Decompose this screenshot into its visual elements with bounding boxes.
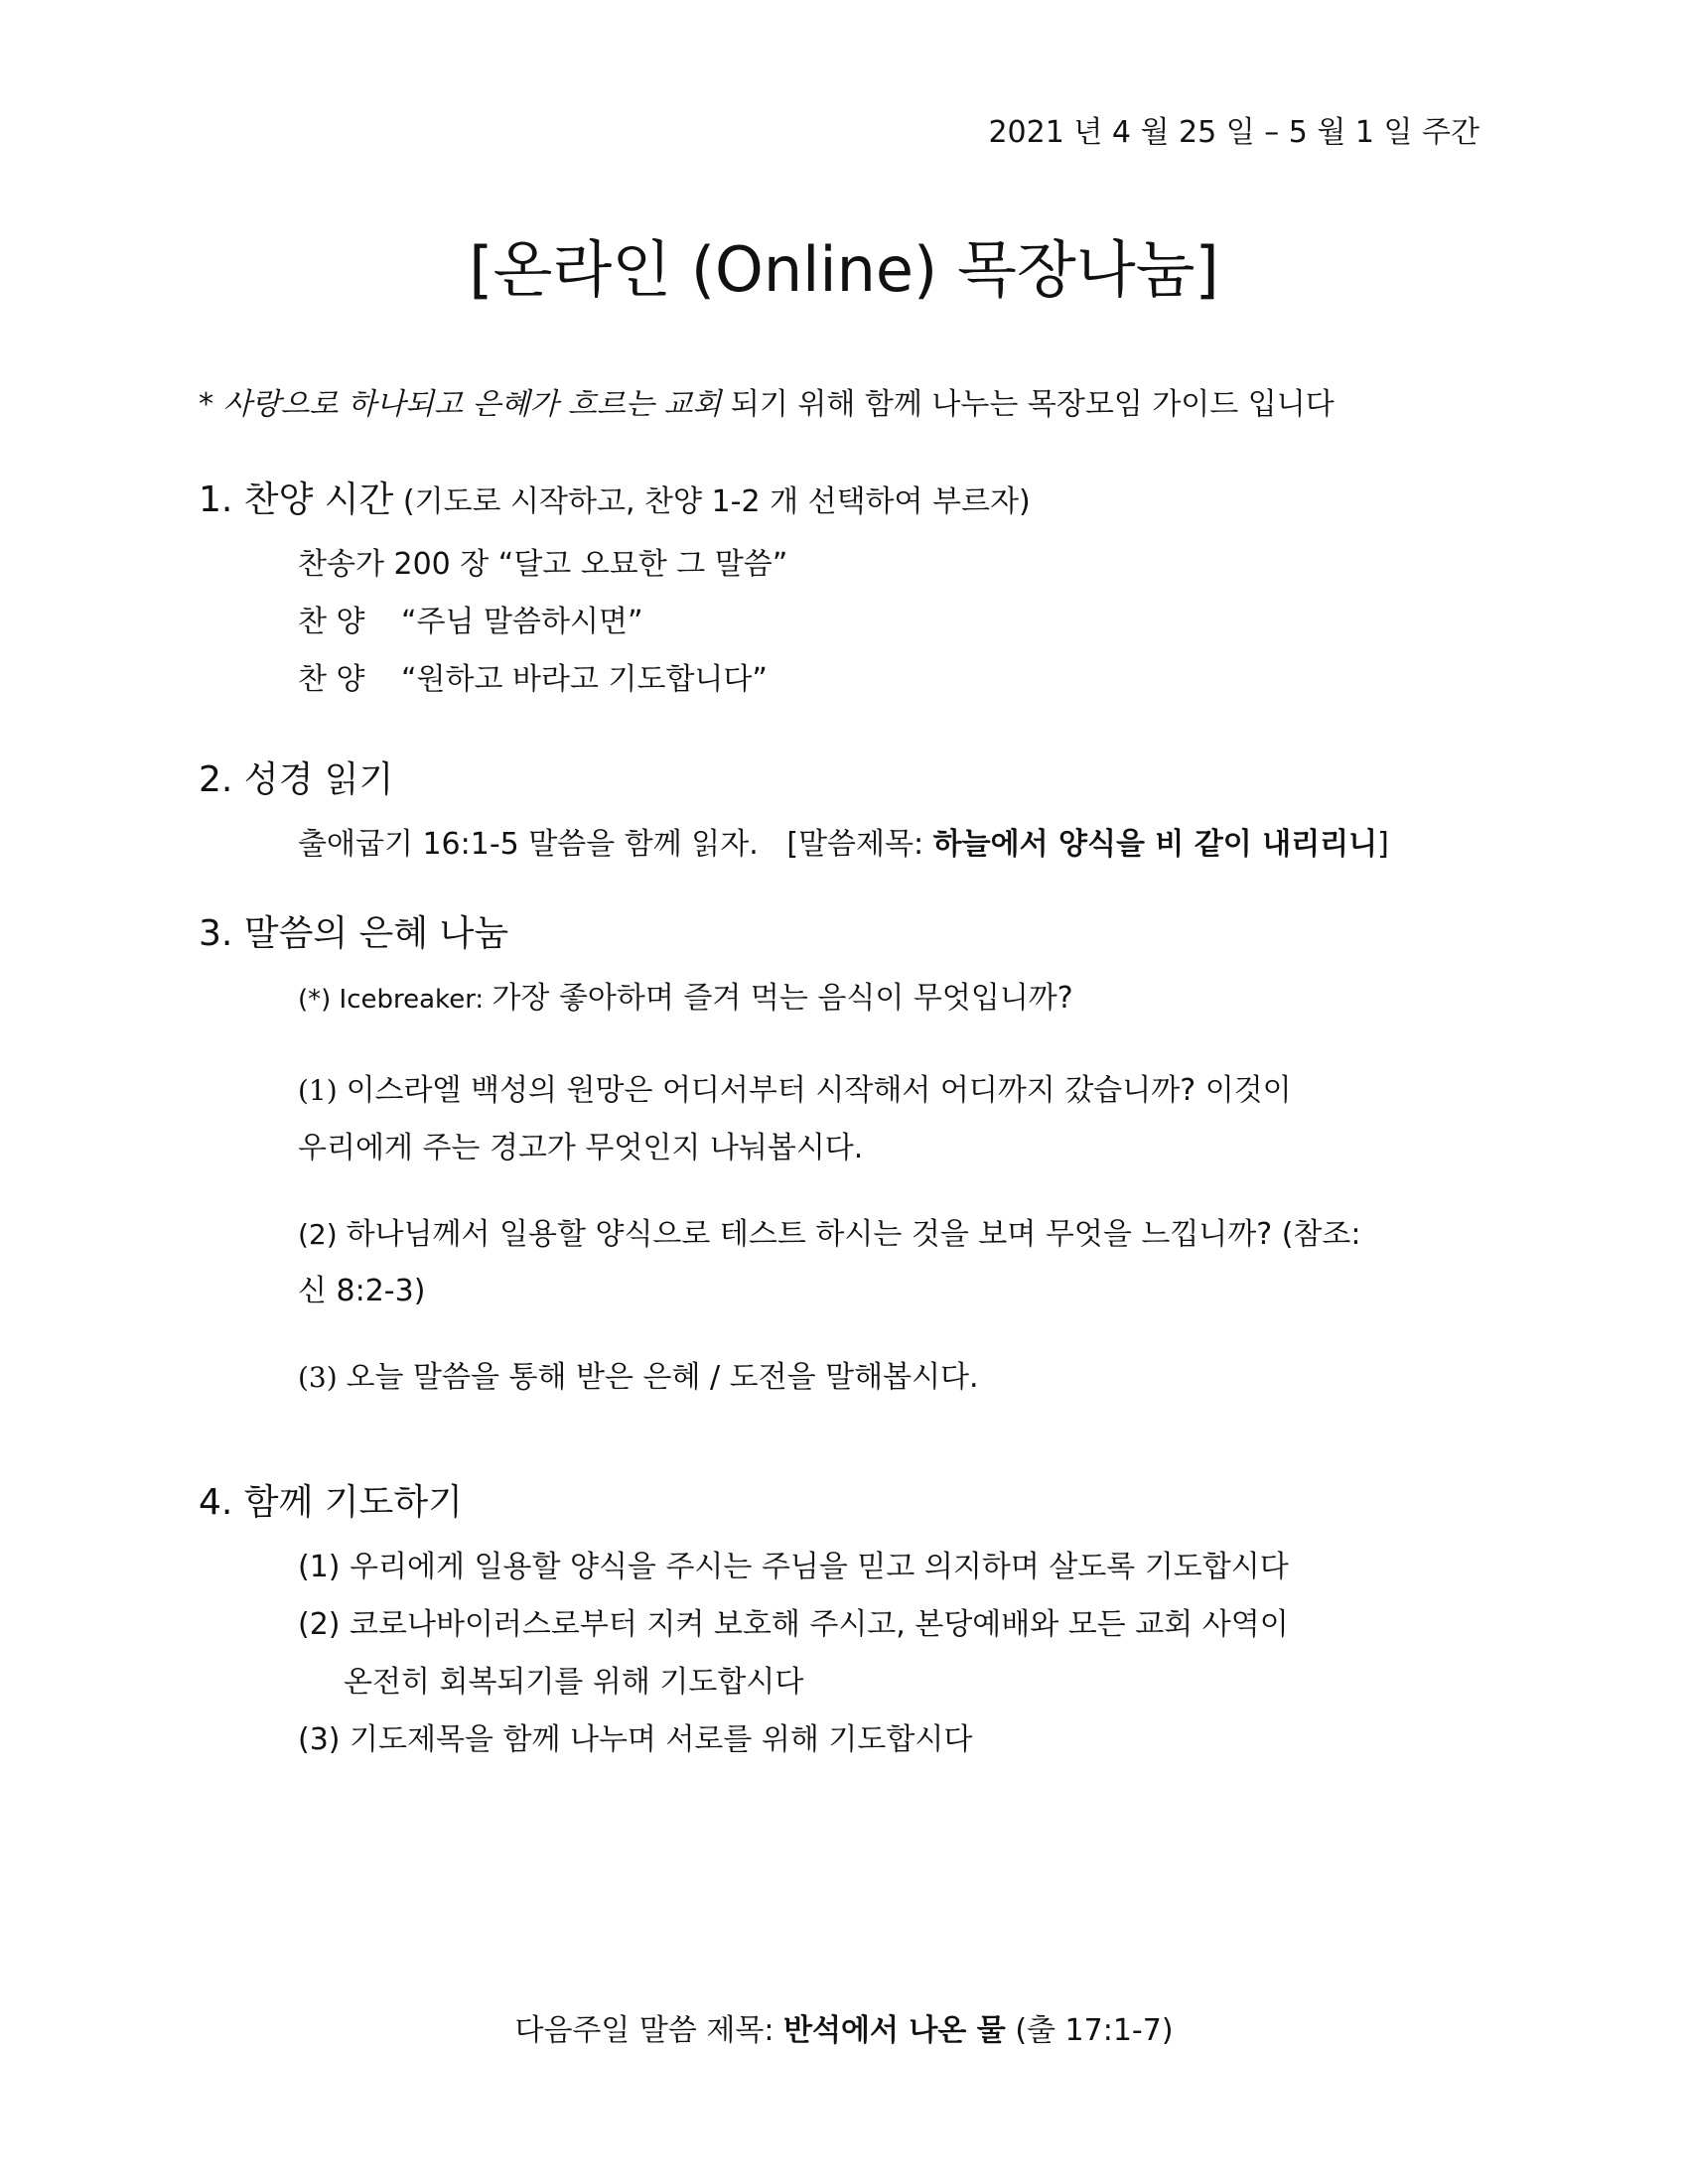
praise-item-1 [298,539,787,583]
section-note: (기도로 시작하고, 찬양 1-2 개 선택하여 부르자) [393,484,1031,519]
footer-prefix: 다음주일 말씀 제목: [514,2013,784,2048]
reading-title-suffix: ] [1377,827,1389,862]
reading-title-prefix: [말씀제목: [758,827,933,862]
section-sharing-heading: 3. 말씀의 은혜 나눔 [199,913,509,954]
praise-item-label: 찬 양 [298,662,365,697]
praise-item-text: “원하고 바라고 기도합니다” [401,662,768,697]
question-text: 오늘 말씀을 통해 받은 은혜 / 도전을 말해봅시다. [346,1360,979,1395]
prayer-item-1: (1) 우리에게 일용할 양식을 주시는 주님을 믿고 의지하며 살도록 기도합시다 [298,1550,1289,1584]
section-reading-heading: 2. 성경 읽기 [199,759,394,800]
footer-suffix: (출 17:1-7) [1005,2013,1174,2048]
intro-italic: 사랑으로 하나되고 은혜가 흐르는 교회 [222,387,722,422]
question-1-line-1 [298,1065,1292,1109]
question-number: (2) [298,1218,347,1251]
section-praise-heading [199,472,1031,522]
question-2-line-1 [298,1209,1361,1253]
reading-title-bold: 하늘에서 양식을 비 같이 내리리니 [932,827,1378,862]
praise-item-3 [298,654,768,698]
prayer-item-2-line-1: (2) 코로나바이러스로부터 지켜 보호해 주시고, 본당예배와 모든 교회 사역이 [298,1607,1289,1642]
icebreaker-label: (*) Icebreaker: [298,985,492,1015]
intro-line [199,379,1335,423]
praise-item-text: 찬송가 200 장 “달고 오묘한 그 말씀” [298,547,788,582]
intro-star: * [199,387,223,422]
question-3 [298,1352,979,1396]
prayer-item-3: (3) 기도제목을 함께 나누며 서로를 위해 기도합시다 [298,1722,973,1757]
intro-rest: 되기 위해 함께 나누는 목장모임 가이드 입니다 [721,387,1335,422]
icebreaker-text: 가장 좋아하며 즐겨 먹는 음식이 무엇입니까? [492,981,1073,1016]
next-sermon-footer [0,2005,1688,2049]
question-number: (3) [298,1361,347,1394]
question-text: 이스라엘 백성의 원망은 어디서부터 시작해서 어디까지 갔습니까? 이것이 [346,1073,1292,1108]
praise-item-2 [298,597,642,640]
question-2-line-2: 신 8:2-3) [298,1274,426,1308]
section-prayer-heading: 4. 함께 기도하기 [199,1482,463,1523]
reading-line [298,819,1389,863]
praise-item-text: “주님 말씀하시면” [401,605,643,639]
icebreaker-line [298,973,1073,1017]
question-number: (1) [298,1074,347,1107]
footer-bold-title: 반석에서 나온 물 [783,2013,1006,2048]
page-title: [온라인 (Online) 목장나눔] [469,233,1219,306]
reading-text: 출애굽기 16:1-5 말씀을 함께 읽자. [298,827,759,862]
question-1-line-2: 우리에게 주는 경고가 무엇인지 나눠봅시다. [298,1131,864,1165]
praise-item-label: 찬 양 [298,605,365,639]
section-heading-text: 1. 찬양 시간 [199,479,394,520]
date-range: 2021 년 4 월 25 일 – 5 월 1 일 주간 [988,115,1479,150]
question-text: 하나님께서 일용할 양식으로 테스트 하시는 것을 보며 무엇을 느낍니까? (참조: [346,1217,1361,1252]
prayer-item-2-line-2: 온전히 회복되기를 위해 기도합시다 [344,1665,804,1700]
